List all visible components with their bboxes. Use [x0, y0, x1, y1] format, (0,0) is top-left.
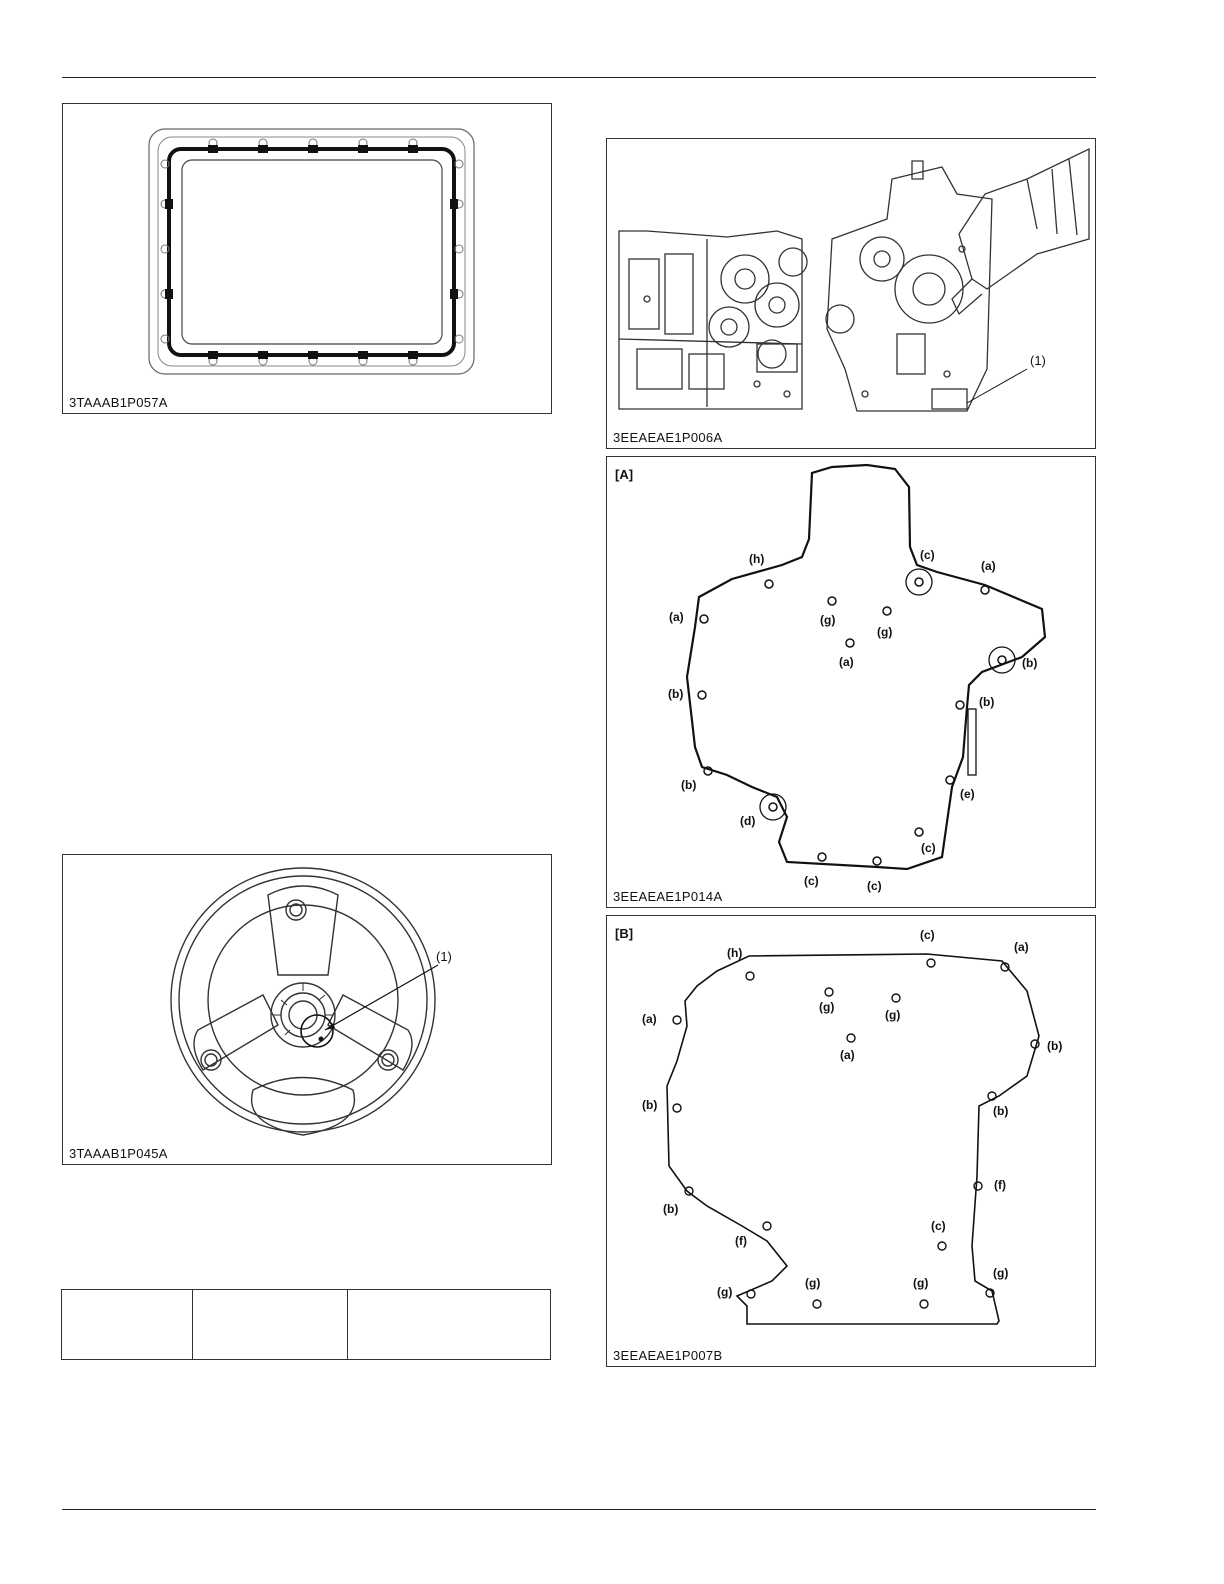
label-a: (a): [840, 1048, 855, 1062]
label-g: (g): [913, 1276, 929, 1290]
table-cell: [348, 1290, 551, 1360]
oil-pan-gasket-illustration: [63, 104, 553, 415]
label-a: (a): [839, 655, 854, 669]
label-h: (h): [727, 946, 743, 960]
table-cell: [62, 1290, 193, 1360]
flywheel-illustration: [63, 855, 553, 1166]
top-rule: [62, 77, 1096, 78]
label-g: (g): [819, 1000, 835, 1014]
figure-caption: 3EEAEAE1P006A: [613, 430, 723, 445]
label-g: (g): [805, 1276, 821, 1290]
figure-caption: 3EEAEAE1P014A: [613, 889, 723, 904]
label-c: (c): [931, 1219, 946, 1233]
figure-cover-removal: [606, 138, 1096, 449]
label-h: (h): [749, 552, 765, 566]
label-b: (b): [979, 695, 995, 709]
label-g: (g): [820, 613, 836, 627]
figure-oil-pan-gasket: [62, 103, 552, 414]
table-row: [62, 1290, 551, 1360]
gasket-pattern-b-illustration: [607, 916, 1097, 1368]
label-e: (e): [960, 787, 975, 801]
label-b: (b): [1022, 656, 1038, 670]
label-c: (c): [867, 879, 882, 893]
label-f: (f): [735, 1234, 747, 1248]
figure-caption: 3TAAAB1P045A: [69, 1146, 168, 1161]
label-c: (c): [921, 841, 936, 855]
label-b: (b): [681, 778, 697, 792]
label-c: (c): [804, 874, 819, 888]
figure-tag: [A]: [615, 467, 634, 482]
figure-caption: 3TAAAB1P057A: [69, 395, 168, 410]
label-g: (g): [993, 1266, 1009, 1280]
label-g: (g): [877, 625, 893, 639]
label-g: (g): [885, 1008, 901, 1022]
label-a: (a): [1014, 940, 1029, 954]
gasket-pattern-a-illustration: [607, 457, 1097, 909]
label-b: (b): [993, 1104, 1009, 1118]
label-c: (c): [920, 928, 935, 942]
figure-tag: [B]: [615, 926, 634, 941]
bottom-rule: [62, 1509, 1096, 1510]
label-a: (a): [642, 1012, 657, 1026]
label-b: (b): [668, 687, 684, 701]
label-a: (a): [981, 559, 996, 573]
label-b: (b): [663, 1202, 679, 1216]
callout-1: (1): [1030, 353, 1046, 368]
label-f: (f): [994, 1178, 1006, 1192]
specification-table: [61, 1289, 551, 1360]
label-c: (c): [920, 548, 935, 562]
engine-cover-removal-illustration: [607, 139, 1097, 450]
figure-gear-case-a: [606, 456, 1096, 908]
label-a: (a): [669, 610, 684, 624]
figure-flywheel: [62, 854, 552, 1165]
label-b: (b): [642, 1098, 658, 1112]
callout-1: (1): [436, 949, 452, 964]
label-d: (d): [740, 814, 756, 828]
figure-gear-case-b: [606, 915, 1096, 1367]
label-g: (g): [717, 1285, 733, 1299]
figure-caption: 3EEAEAE1P007B: [613, 1348, 723, 1363]
label-b: (b): [1047, 1039, 1063, 1053]
table-cell: [193, 1290, 348, 1360]
